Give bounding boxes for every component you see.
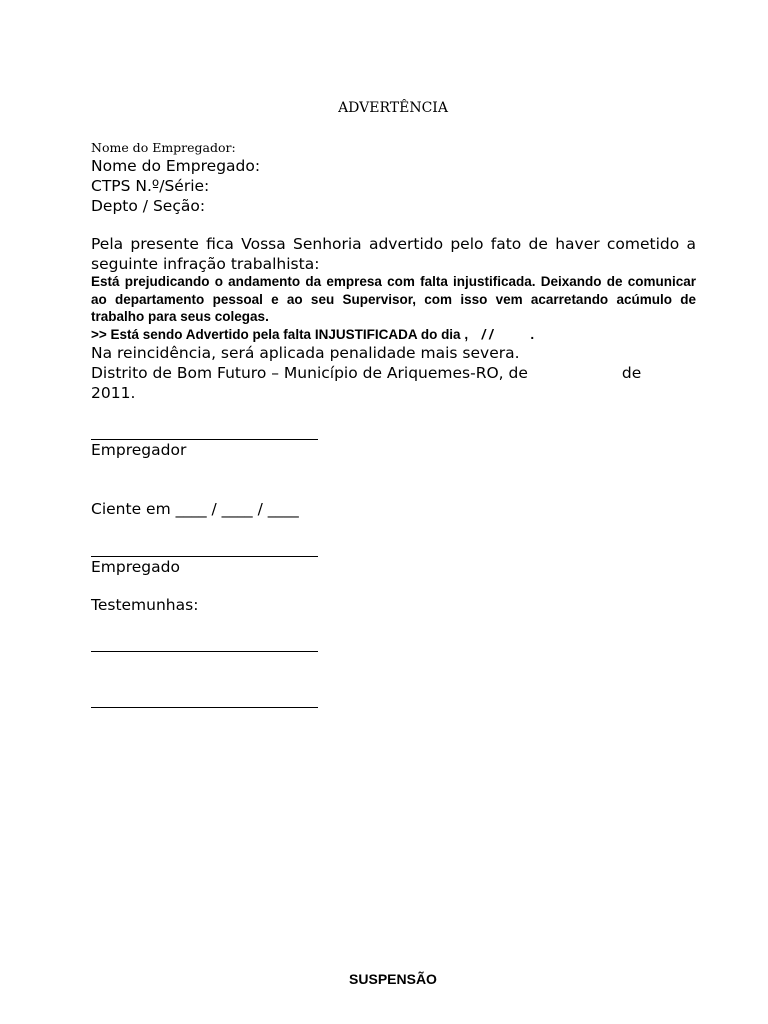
warning-line (91, 326, 696, 343)
employee-signature-label: Empregado (91, 558, 180, 576)
location-year: 2011. (91, 384, 136, 402)
warning-date: / / (481, 327, 493, 342)
next-document-title: SUSPENSÃO (349, 971, 437, 987)
witness-2-signature-line (91, 707, 318, 708)
employer-name-field: Nome do Empregador: (91, 140, 236, 155)
ctps-field: CTPS N.º/Série: (91, 177, 210, 195)
location-date-line (91, 363, 696, 383)
witnesses-label: Testemunhas: (91, 596, 199, 614)
recurrence-line: Na reincidência, será aplicada penalidade mais severa. (91, 344, 520, 362)
employee-name-field: Nome do Empregado: (91, 157, 261, 175)
warning-line-text: >> Está sendo Advertido pela falta INJUSTIFICADA do dia , (91, 327, 469, 342)
witness-1-signature-line (91, 651, 318, 652)
location-text: Distrito de Bom Futuro – Município de Ariquemes-RO, de (91, 364, 528, 382)
location-de: de (621, 364, 642, 382)
intro-paragraph: Pela presente fica Vossa Senhoria advertido pelo fato de haver cometido a seguinte infração trabalhista: (91, 235, 696, 273)
acknowledged-date-line: Ciente em ____ / ____ / ____ (91, 500, 299, 518)
document-title: ADVERTÊNCIA (338, 100, 448, 116)
infraction-description: Está prejudicando o andamento da empresa com falta injustificada. Deixando de comunicar ao departamento pessoal e ao seu Supervisor, com isso vem acarretando acúmulo de trabalho para seus colegas. (91, 274, 696, 324)
employer-signature-label: Empregador (91, 441, 187, 459)
warning-end: . (530, 327, 535, 342)
department-field: Depto / Seção: (91, 197, 206, 215)
